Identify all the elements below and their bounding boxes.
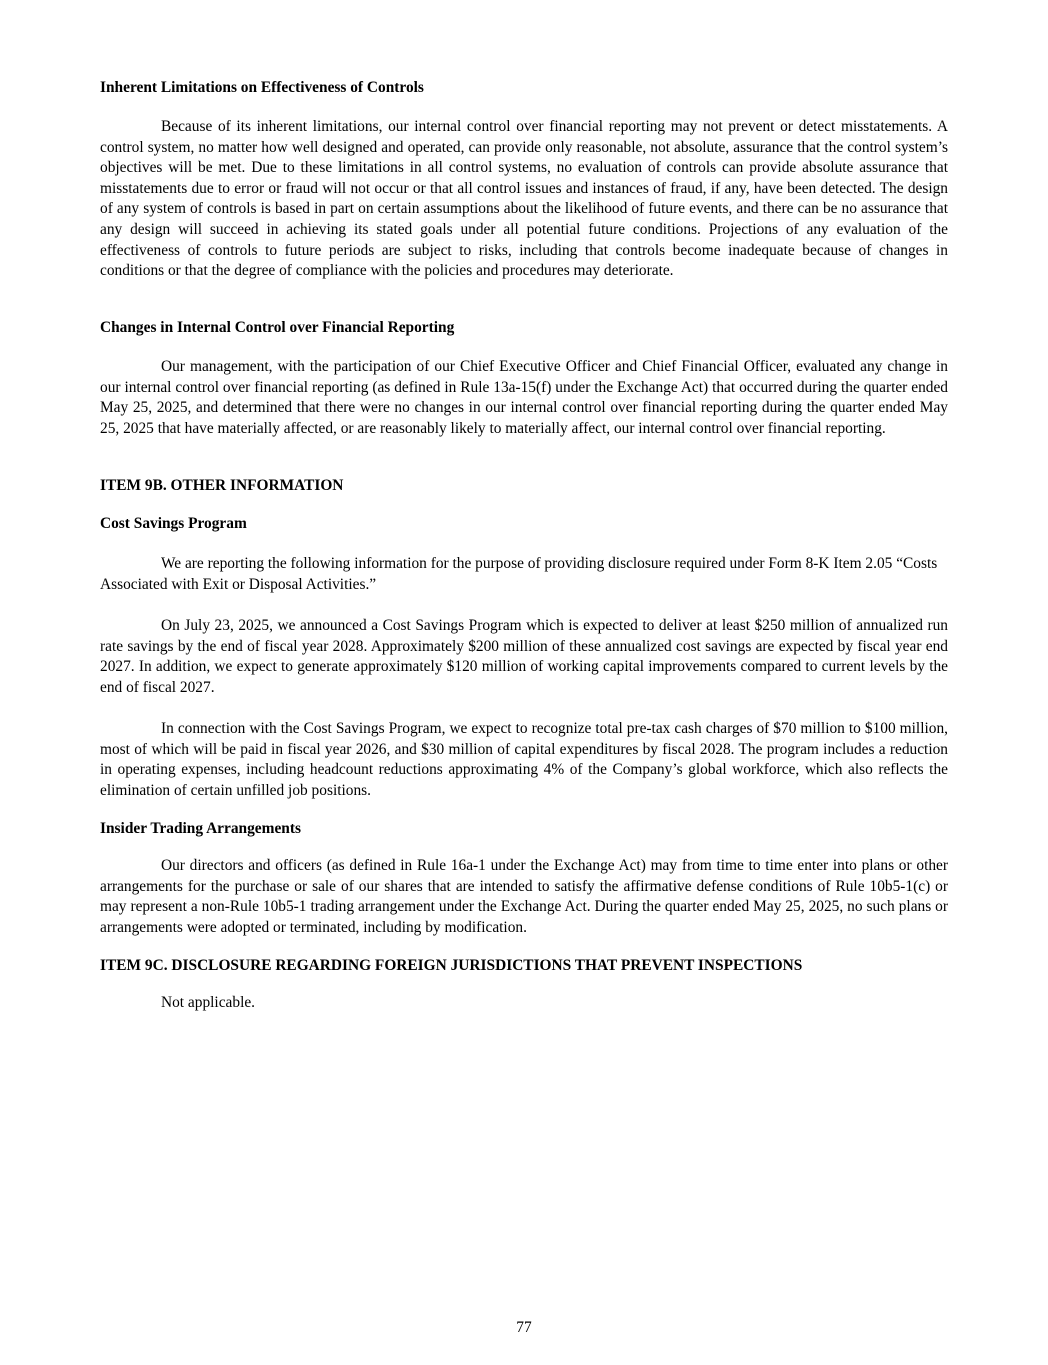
insider-trading-paragraph: Our directors and officers (as defined in Rule 16a-1 under the Exchange Act) may from time to time enter into plans or other arrangements for the purchase or sale of our shares that are intended to satisfy the affirmative defense conditions of Rule 10b5-1(c) or may represent a non-Rule 10b5-1 trading arrangement under the Exchange Act. During the quarter ended May 25, 2025, no such plans or arrangements were adopted or terminated, including by modification. xyxy=(100,857,948,936)
changes-internal-control-paragraph: Our management, with the participation of our Chief Executive Officer and Chief Financial Officer, evaluated any change in our internal control over financial reporting (as defined in Rule 13a-15(f) under the Exchange Act) that occurred during the quarter ended May 25, 2025, and determined that there were no changes in our internal control over financial reporting during the quarter ended May 25, 2025 that have materially affected, or are reasonably likely to materially affect, our internal control over financial reporting. xyxy=(100,358,948,437)
cost-savings-paragraph-1: We are reporting the following information for the purpose of providing disclosure required under Form 8-K Item 2.05 “Costs Associated with Exit or Disposal Activities.” xyxy=(100,555,938,593)
inherent-limitations-heading: Inherent Limitations on Effectiveness of Controls xyxy=(100,79,424,96)
cost-savings-paragraph-2: On July 23, 2025, we announced a Cost Savings Program which is expected to deliver at least $250 million of annualized run rate savings by the end of fiscal year 2028. Approximately $200 million of these annualized cost savings are expected by fiscal year end 2027. In addition, we expect to generate approximately $120 million of working capital improvements compared to current levels by the end of fiscal 2027. xyxy=(100,617,948,696)
item-9c-heading: ITEM 9C. DISCLOSURE REGARDING FOREIGN JURISDICTIONS THAT PREVENT INSPECTIONS xyxy=(100,957,803,974)
insider-trading-heading: Insider Trading Arrangements xyxy=(100,820,301,837)
changes-internal-control-heading: Changes in Internal Control over Financial Reporting xyxy=(100,319,455,336)
item-9b-heading: ITEM 9B. OTHER INFORMATION xyxy=(100,477,344,494)
inherent-limitations-paragraph: Because of its inherent limitations, our internal control over financial reporting may not prevent or detect misstatements. A control system, no matter how well designed and operated, can provide only reasonable, not absolute, assurance that the control system’s objectives will be met. Due to these limitations in all control systems, no evaluation of controls can provide absolute assurance that misstatements due to error or fraud will not occur or that all control issues and instances of fraud, if any, have been detected. The design of any system of controls is based in part on certain assumptions about the likelihood of future events, and there can be no assurance that any design will succeed in achieving its stated goals under all potential future conditions. Projections of any evaluation of the effectiveness of controls to future periods are subject to risks, including that controls become inadequate because of changes in conditions or that the degree of compliance with the policies and procedures may deteriorate. xyxy=(100,118,948,280)
cost-savings-heading: Cost Savings Program xyxy=(100,515,247,532)
cost-savings-paragraph-3: In connection with the Cost Savings Program, we expect to recognize total pre-tax cash charges of $70 million to $100 million, most of which will be paid in fiscal year 2026, and $30 million of capital expenditures by fiscal 2028. The program includes a reduction in operating expenses, including headcount reductions approximating 4% of the Company’s global workforce, which also reflects the elimination of certain unfilled job positions. xyxy=(100,720,948,799)
item-9c-paragraph: Not applicable. xyxy=(161,994,256,1011)
page-number: 77 xyxy=(516,1319,532,1336)
